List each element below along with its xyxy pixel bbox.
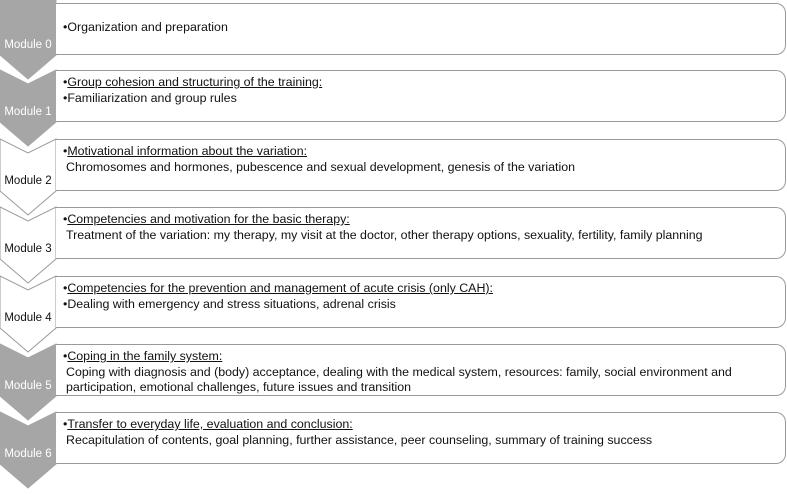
line-text: Recapitulation of contents, goal planning, further assistance, peer counseling, summary of training success — [66, 432, 653, 447]
bullet-icon: • — [63, 212, 68, 226]
module-content-box — [56, 412, 786, 464]
section-heading — [63, 144, 777, 160]
module-content-box — [56, 344, 786, 396]
module-label: Module 0 — [4, 39, 52, 51]
line-text: Transfer to everyday life, evaluation and conclusion: — [67, 417, 353, 431]
content-line — [63, 365, 777, 381]
module-label: Module 1 — [4, 106, 52, 118]
module-label: Module 4 — [4, 312, 52, 324]
module-label: Module 3 — [4, 243, 52, 255]
module-label: Module 2 — [4, 175, 52, 187]
module-content-box — [56, 139, 786, 191]
module-label: Module 5 — [4, 380, 52, 392]
line-text: Familiarization and group rules — [67, 90, 237, 105]
section-heading — [63, 75, 777, 91]
line-text: Organization and preparation — [67, 20, 228, 34]
section-heading — [63, 349, 777, 365]
line-text: Dealing with emergency and stress situations, adrenal crisis — [67, 296, 396, 311]
content-line — [63, 433, 777, 449]
content-line — [63, 228, 777, 244]
line-text: Competencies and motivation for the basic therapy: — [67, 212, 350, 226]
bullet-icon: • — [63, 90, 68, 105]
line-text: Competencies for the prevention and management of acute crisis (only CAH): — [67, 281, 493, 295]
bullet-icon: • — [63, 75, 68, 89]
content-line — [63, 380, 777, 396]
line-text: Coping in the family system: — [67, 349, 223, 363]
line-text: Motivational information about the variation: — [67, 144, 308, 158]
module-label: Module 6 — [4, 448, 52, 460]
content-line — [63, 160, 777, 176]
module-content-box — [56, 276, 786, 328]
bullet-icon: • — [63, 20, 68, 34]
line-text: Chromosomes and hormones, pubescence and sexual development, genesis of the variation — [66, 159, 576, 174]
bullet-icon: • — [63, 144, 68, 158]
line-text: Coping with diagnosis and (body) acceptance, dealing with the medical system, resources: family, social environment and — [66, 364, 732, 379]
bullet-icon: • — [63, 349, 68, 363]
content-line — [63, 297, 777, 313]
line-text: participation, emotional challenges, future issues and transition — [66, 380, 412, 394]
line-text: Group cohesion and structuring of the training: — [67, 75, 323, 89]
section-heading — [63, 281, 777, 297]
line-text: Treatment of the variation: my therapy, my visit at the doctor, other therapy options, sexuality, fertility, family planning — [66, 227, 703, 242]
section-heading — [63, 212, 777, 228]
section-heading — [63, 417, 777, 433]
module-content-box — [56, 70, 786, 122]
module-content-box — [56, 207, 786, 259]
bullet-icon: • — [63, 417, 68, 431]
bullet-icon: • — [63, 281, 68, 295]
content-line — [63, 20, 777, 36]
content-line — [63, 91, 777, 107]
module-content-box — [56, 3, 786, 55]
bullet-icon: • — [63, 296, 68, 311]
